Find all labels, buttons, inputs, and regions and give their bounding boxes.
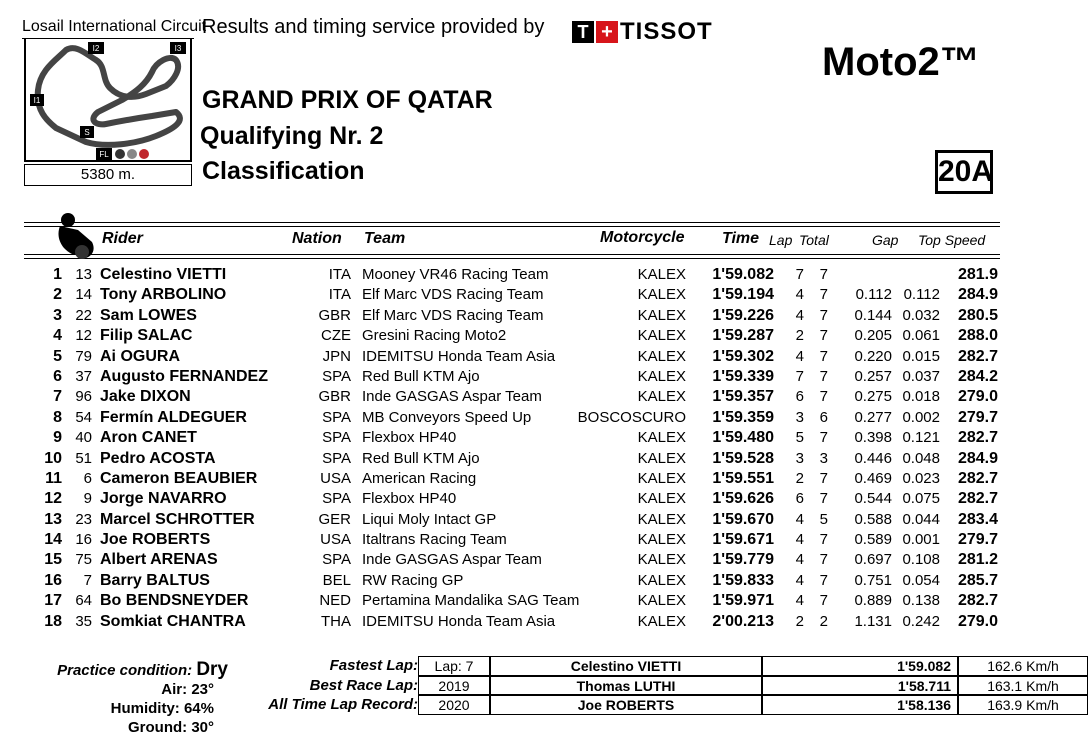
lap-time: 1'59.287 (712, 327, 774, 345)
table-row (0, 327, 1024, 347)
total-laps: 7 (819, 469, 828, 487)
rider-number: 16 (75, 531, 92, 549)
rider-number: 14 (75, 286, 92, 304)
total-laps: 7 (819, 429, 828, 447)
top-speed: 281.2 (957, 551, 998, 569)
nation: USA (320, 531, 351, 549)
nation: SPA (322, 429, 351, 447)
top-speed: 280.5 (957, 306, 998, 324)
top-speed: 288.0 (957, 327, 998, 345)
table-row (0, 511, 1024, 531)
lap-time: 1'59.082 (712, 266, 774, 283)
table-row (0, 429, 1024, 449)
col-top-speed: Top Speed (918, 232, 986, 248)
rider-name: Celestino VIETTI (100, 266, 227, 283)
svg-text:FL: FL (99, 150, 109, 159)
rider-number: 37 (75, 367, 92, 385)
col-total: Total (799, 232, 829, 248)
motorcycle: BOSCOSCURO (577, 408, 686, 426)
motorcycle: KALEX (637, 429, 686, 447)
svg-text:I3: I3 (174, 44, 182, 53)
position: 4 (53, 327, 62, 345)
top-speed: 284.9 (957, 449, 998, 467)
team: Red Bull KTM Ajo (362, 367, 480, 385)
gap-to-first: 0.446 (854, 449, 892, 467)
total-laps: 7 (819, 490, 828, 508)
best-lap: 4 (795, 306, 804, 324)
lap-time: 1'59.626 (712, 490, 774, 508)
nation: USA (320, 469, 351, 487)
top-speed: 279.0 (957, 612, 998, 630)
team: Liqui Moly Intact GP (362, 510, 497, 528)
motorcycle-rider-icon (56, 212, 98, 260)
lap-time: 1'59.528 (712, 449, 774, 467)
team: American Racing (362, 469, 477, 487)
gap-to-first: 0.144 (854, 306, 892, 324)
air-temperature (24, 681, 214, 698)
motorcycle: KALEX (637, 266, 686, 283)
table-row (0, 307, 1024, 327)
rider-name: Aron CANET (100, 429, 197, 447)
gap-to-first: 0.205 (854, 327, 892, 345)
nation: GER (318, 510, 351, 528)
lap-time: 1'59.833 (712, 571, 774, 589)
gp-title: GRAND PRIX OF QATAR (202, 86, 493, 114)
total-laps: 7 (819, 531, 828, 549)
results-table (0, 266, 1024, 633)
team: Flexbox HP40 (362, 490, 457, 508)
top-speed: 284.2 (957, 367, 998, 385)
tissot-wordmark: TISSOT (620, 18, 713, 45)
rider-number: 13 (75, 266, 92, 283)
rider-name: Sam LOWES (100, 306, 197, 324)
record-rider: Joe ROBERTS (490, 695, 762, 715)
nation: SPA (322, 449, 351, 467)
position: 3 (53, 306, 62, 324)
divider (24, 258, 1000, 259)
divider (24, 222, 1000, 223)
practice-condition-value: Dry (196, 659, 228, 680)
lap-time: 1'59.226 (712, 306, 774, 324)
gap-to-first: 0.112 (855, 286, 892, 304)
motorcycle: KALEX (637, 612, 686, 630)
gap-to-first: 0.589 (854, 531, 892, 549)
ground-label: Ground: (127, 719, 188, 736)
red-point-icon (139, 149, 149, 159)
lap-time: 1'59.551 (712, 469, 774, 487)
gap-to-first: 0.889 (854, 592, 892, 610)
record-time: 1'59.082 (762, 656, 958, 676)
position: 7 (53, 388, 62, 406)
motorcycle: KALEX (637, 531, 686, 549)
table-row (0, 450, 1024, 470)
divider (24, 254, 1000, 255)
top-speed: 284.9 (957, 286, 998, 304)
best-lap: 3 (795, 408, 804, 426)
position: 13 (44, 510, 62, 528)
table-row (0, 592, 1024, 612)
lap-time: 1'59.670 (712, 510, 774, 528)
rider-number: 35 (75, 612, 92, 630)
best-lap: 4 (795, 551, 804, 569)
lap-time: 1'59.971 (712, 592, 774, 610)
rider-name: Marcel SCHROTTER (100, 510, 255, 528)
rider-number: 23 (75, 510, 92, 528)
gap-to-previous: 0.061 (902, 327, 940, 345)
rider-name: Albert ARENAS (100, 551, 218, 569)
humidity-label: Humidity: (110, 700, 180, 717)
position: 11 (45, 469, 62, 487)
tissot-t-icon: T (572, 21, 594, 43)
track-length: 5380 m. (24, 164, 192, 186)
humidity-value: 64% (183, 700, 214, 717)
rider-number: 51 (75, 449, 92, 467)
best-lap: 4 (795, 592, 804, 610)
gap-to-previous: 0.054 (902, 571, 940, 589)
team: Italtrans Racing Team (362, 531, 507, 549)
gap-to-previous: 0.001 (902, 531, 940, 549)
team: Red Bull KTM Ajo (362, 449, 480, 467)
total-laps: 7 (819, 388, 828, 406)
nation: JPN (322, 347, 351, 365)
svg-text:I2: I2 (92, 44, 100, 53)
motorcycle: KALEX (637, 551, 686, 569)
table-row (0, 531, 1024, 551)
lap-time: 2'00.213 (712, 612, 774, 630)
total-laps: 7 (819, 571, 828, 589)
rider-name: Somkiat CHANTRA (100, 612, 246, 630)
table-row (0, 388, 1024, 408)
svg-text:I1: I1 (33, 96, 41, 105)
rider-name: Barry BALTUS (100, 571, 210, 589)
position: 1 (53, 266, 62, 283)
best-lap: 6 (795, 490, 804, 508)
team: Inde GASGAS Aspar Team (362, 388, 542, 406)
gap-to-first: 0.469 (854, 469, 892, 487)
best-lap: 4 (795, 510, 804, 528)
record-year: 2019 (418, 676, 490, 696)
gap-to-previous: 0.138 (902, 592, 940, 610)
position: 5 (53, 347, 62, 365)
top-speed: 282.7 (957, 490, 998, 508)
nation: SPA (322, 408, 351, 426)
team: RW Racing GP (362, 571, 464, 589)
team: IDEMITSU Honda Team Asia (362, 612, 556, 630)
motorcycle: KALEX (637, 286, 686, 304)
table-row (0, 470, 1024, 490)
best-lap: 7 (795, 266, 804, 283)
rider-name: Bo BENDSNEYDER (100, 592, 249, 610)
rider-name: Jorge NAVARRO (100, 490, 227, 508)
gap-to-first: 0.257 (854, 367, 892, 385)
total-laps: 3 (819, 449, 828, 467)
best-lap: 5 (795, 429, 804, 447)
col-motorcycle: Motorcycle (600, 229, 685, 246)
total-laps: 7 (819, 286, 828, 304)
nation: GBR (318, 388, 351, 406)
gap-to-previous: 0.023 (902, 469, 940, 487)
table-row (0, 409, 1024, 429)
nation: CZE (321, 327, 351, 345)
gap-to-previous: 0.075 (902, 490, 940, 508)
motorcycle: KALEX (637, 510, 686, 528)
position: 14 (44, 531, 62, 549)
top-speed: 282.7 (957, 592, 998, 610)
record-time: 1'58.711 (762, 676, 958, 696)
gap-to-previous: 0.037 (902, 367, 940, 385)
nation: ITA (328, 286, 351, 304)
top-speed: 282.7 (957, 347, 998, 365)
table-row (0, 572, 1024, 592)
svg-text:S: S (84, 128, 90, 137)
gap-to-previous: 0.032 (902, 306, 940, 324)
document-type: Classification (202, 157, 365, 185)
top-speed: 279.7 (957, 531, 998, 549)
nation: NED (319, 592, 351, 610)
gap-to-previous: 0.108 (902, 551, 940, 569)
rider-name: Pedro ACOSTA (100, 449, 216, 467)
col-gap: Gap (872, 232, 899, 248)
best-lap: 4 (795, 286, 804, 304)
rider-name: Ai OGURA (100, 347, 180, 365)
table-row (0, 286, 1024, 306)
rider-name: Jake DIXON (100, 388, 191, 406)
best-lap: 6 (795, 388, 804, 406)
motorcycle: KALEX (637, 592, 686, 610)
gap-to-previous: 0.015 (902, 347, 940, 365)
col-lap: Lap (769, 232, 793, 248)
table-row (0, 368, 1024, 388)
record-speed: 162.6 Km/h (958, 656, 1088, 676)
gap-to-previous: 0.121 (902, 429, 940, 447)
motorcycle: KALEX (637, 490, 686, 508)
table-row (0, 348, 1024, 368)
nation: SPA (322, 490, 351, 508)
practice-condition (24, 659, 228, 681)
motorcycle: KALEX (637, 388, 686, 406)
lap-time: 1'59.302 (712, 347, 774, 365)
team: Elf Marc VDS Racing Team (362, 286, 544, 304)
lap-time: 1'59.339 (712, 367, 774, 385)
team: MB Conveyors Speed Up (362, 408, 532, 426)
top-speed: 279.7 (957, 408, 998, 426)
lap-time: 1'59.779 (712, 551, 774, 569)
nation: THA (321, 612, 351, 630)
total-laps: 7 (819, 306, 828, 324)
total-laps: 7 (819, 551, 828, 569)
speed-trap-icon (115, 149, 125, 159)
gap-to-first: 0.220 (854, 347, 892, 365)
nation: GBR (318, 306, 351, 324)
total-laps: 7 (819, 266, 828, 283)
table-row (0, 613, 1024, 633)
total-laps: 7 (819, 327, 828, 345)
position: 15 (44, 551, 62, 569)
team: Flexbox HP40 (362, 429, 457, 447)
top-speed: 279.0 (957, 388, 998, 406)
top-speed: 282.7 (957, 429, 998, 447)
lap-time: 1'59.359 (712, 408, 774, 426)
timing-point-icon (127, 149, 137, 159)
total-laps: 5 (819, 510, 828, 528)
col-nation: Nation (292, 230, 342, 247)
lap-time: 1'59.194 (712, 286, 774, 304)
table-row (0, 551, 1024, 571)
lap-time: 1'59.480 (712, 429, 774, 447)
swiss-cross-icon: + (596, 21, 618, 43)
lap-time: 1'59.671 (712, 531, 774, 549)
best-lap: 3 (795, 449, 804, 467)
air-label: Air: (161, 681, 188, 698)
tissot-logo (572, 18, 713, 44)
gap-to-previous: 0.044 (902, 510, 940, 528)
rider-number: 12 (75, 327, 92, 345)
record-label: Best Race Lap: (309, 676, 418, 694)
top-speed: 283.4 (957, 510, 998, 528)
best-lap: 7 (795, 367, 804, 385)
divider (24, 226, 1000, 227)
team: Pertamina Mandalika SAG Team (362, 592, 580, 610)
session-title: Qualifying Nr. 2 (200, 122, 384, 150)
track-map (24, 18, 192, 162)
best-lap: 4 (795, 571, 804, 589)
position: 6 (53, 367, 62, 385)
gap-to-previous: 0.048 (902, 449, 940, 467)
total-laps: 6 (819, 408, 828, 426)
rider-number: 54 (75, 408, 92, 426)
best-lap: 2 (795, 327, 804, 345)
motorcycle: KALEX (637, 327, 686, 345)
best-lap: 2 (795, 612, 804, 630)
nation: SPA (322, 551, 351, 569)
ground-value: 30° (191, 719, 214, 736)
position: 9 (53, 429, 62, 447)
motorcycle: KALEX (637, 347, 686, 365)
total-laps: 7 (819, 592, 828, 610)
motorcycle: KALEX (637, 571, 686, 589)
gap-to-first: 0.751 (854, 571, 892, 589)
track-map-icon (26, 20, 194, 164)
record-rider: Thomas LUTHI (490, 676, 762, 696)
total-laps: 7 (819, 367, 828, 385)
rider-number: 75 (75, 551, 92, 569)
best-lap: 2 (795, 469, 804, 487)
rider-number: 6 (83, 469, 92, 487)
motorcycle: KALEX (637, 367, 686, 385)
gap-to-first: 0.277 (854, 408, 892, 426)
record-label: Fastest Lap: (329, 657, 418, 674)
col-time: Time (722, 230, 760, 247)
rider-number: 40 (75, 429, 92, 447)
nation: ITA (328, 266, 351, 283)
position: 18 (44, 612, 62, 630)
position: 10 (44, 449, 62, 467)
rider-number: 96 (75, 388, 92, 406)
class-title: Moto2™ (822, 40, 980, 84)
gap-to-first: 0.275 (854, 388, 892, 406)
gap-to-first: 0.544 (854, 490, 892, 508)
gap-to-first: 0.588 (854, 510, 892, 528)
position: 16 (44, 571, 62, 589)
record-time: 1'58.136 (762, 695, 958, 715)
top-speed: 282.7 (957, 469, 998, 487)
motorcycle: KALEX (637, 469, 686, 487)
position: 2 (53, 286, 62, 304)
ground-temperature (24, 719, 214, 736)
col-rider: Rider (102, 230, 143, 247)
record-speed: 163.9 Km/h (958, 695, 1088, 715)
lap-time: 1'59.357 (712, 388, 774, 406)
top-speed: 281.9 (957, 266, 998, 283)
position: 12 (44, 490, 62, 508)
rider-number: 64 (75, 592, 92, 610)
record-rider: Celestino VIETTI (490, 656, 762, 676)
team: Gresini Racing Moto2 (362, 327, 507, 345)
air-value: 23° (191, 681, 214, 698)
team: IDEMITSU Honda Team Asia (362, 347, 556, 365)
record-year: 2020 (418, 695, 490, 715)
col-team: Team (364, 230, 406, 247)
record-label: All Time Lap Record: (268, 696, 418, 713)
table-row (0, 266, 1024, 286)
team: Elf Marc VDS Racing Team (362, 306, 544, 324)
motorcycle: KALEX (637, 306, 686, 324)
gap-to-first: 1.131 (854, 612, 892, 630)
rider-number: 9 (83, 490, 92, 508)
motorcycle: KALEX (637, 449, 686, 467)
humidity (24, 700, 214, 717)
gap-to-first: 0.398 (854, 429, 892, 447)
rider-name: Tony ARBOLINO (100, 286, 227, 304)
rider-number: 79 (75, 347, 92, 365)
team: Mooney VR46 Racing Team (362, 266, 549, 283)
record-year: Lap: 7 (418, 656, 490, 676)
rider-name: Augusto FERNANDEZ (100, 367, 268, 385)
top-speed: 285.7 (957, 571, 998, 589)
gap-to-previous: 0.242 (902, 612, 940, 630)
total-laps: 2 (819, 612, 828, 630)
rider-name: Cameron BEAUBIER (100, 469, 258, 487)
gap-to-previous: 0.002 (902, 408, 940, 426)
position: 17 (44, 592, 62, 610)
rider-name: Filip SALAC (100, 327, 193, 345)
practice-condition-label: Practice condition: (57, 662, 193, 679)
rider-name: Joe ROBERTS (100, 531, 211, 549)
best-lap: 4 (795, 347, 804, 365)
team: Inde GASGAS Aspar Team (362, 551, 542, 569)
table-row (0, 490, 1024, 510)
nation: BEL (322, 571, 351, 589)
record-speed: 163.1 Km/h (958, 676, 1088, 696)
position: 8 (53, 408, 62, 426)
rider-number: 7 (83, 571, 92, 589)
nation: SPA (322, 367, 351, 385)
gap-to-previous: 0.112 (903, 286, 940, 304)
circuit-name: Losail International Circuit (22, 16, 194, 39)
rider-number: 22 (75, 306, 92, 324)
rider-name: Fermín ALDEGUER (100, 408, 247, 426)
gap-to-previous: 0.018 (902, 388, 940, 406)
gap-to-first: 0.697 (854, 551, 892, 569)
total-laps: 7 (819, 347, 828, 365)
service-text: Results and timing service provided by (202, 16, 545, 38)
document-code: 20A (935, 150, 993, 194)
best-lap: 4 (795, 531, 804, 549)
